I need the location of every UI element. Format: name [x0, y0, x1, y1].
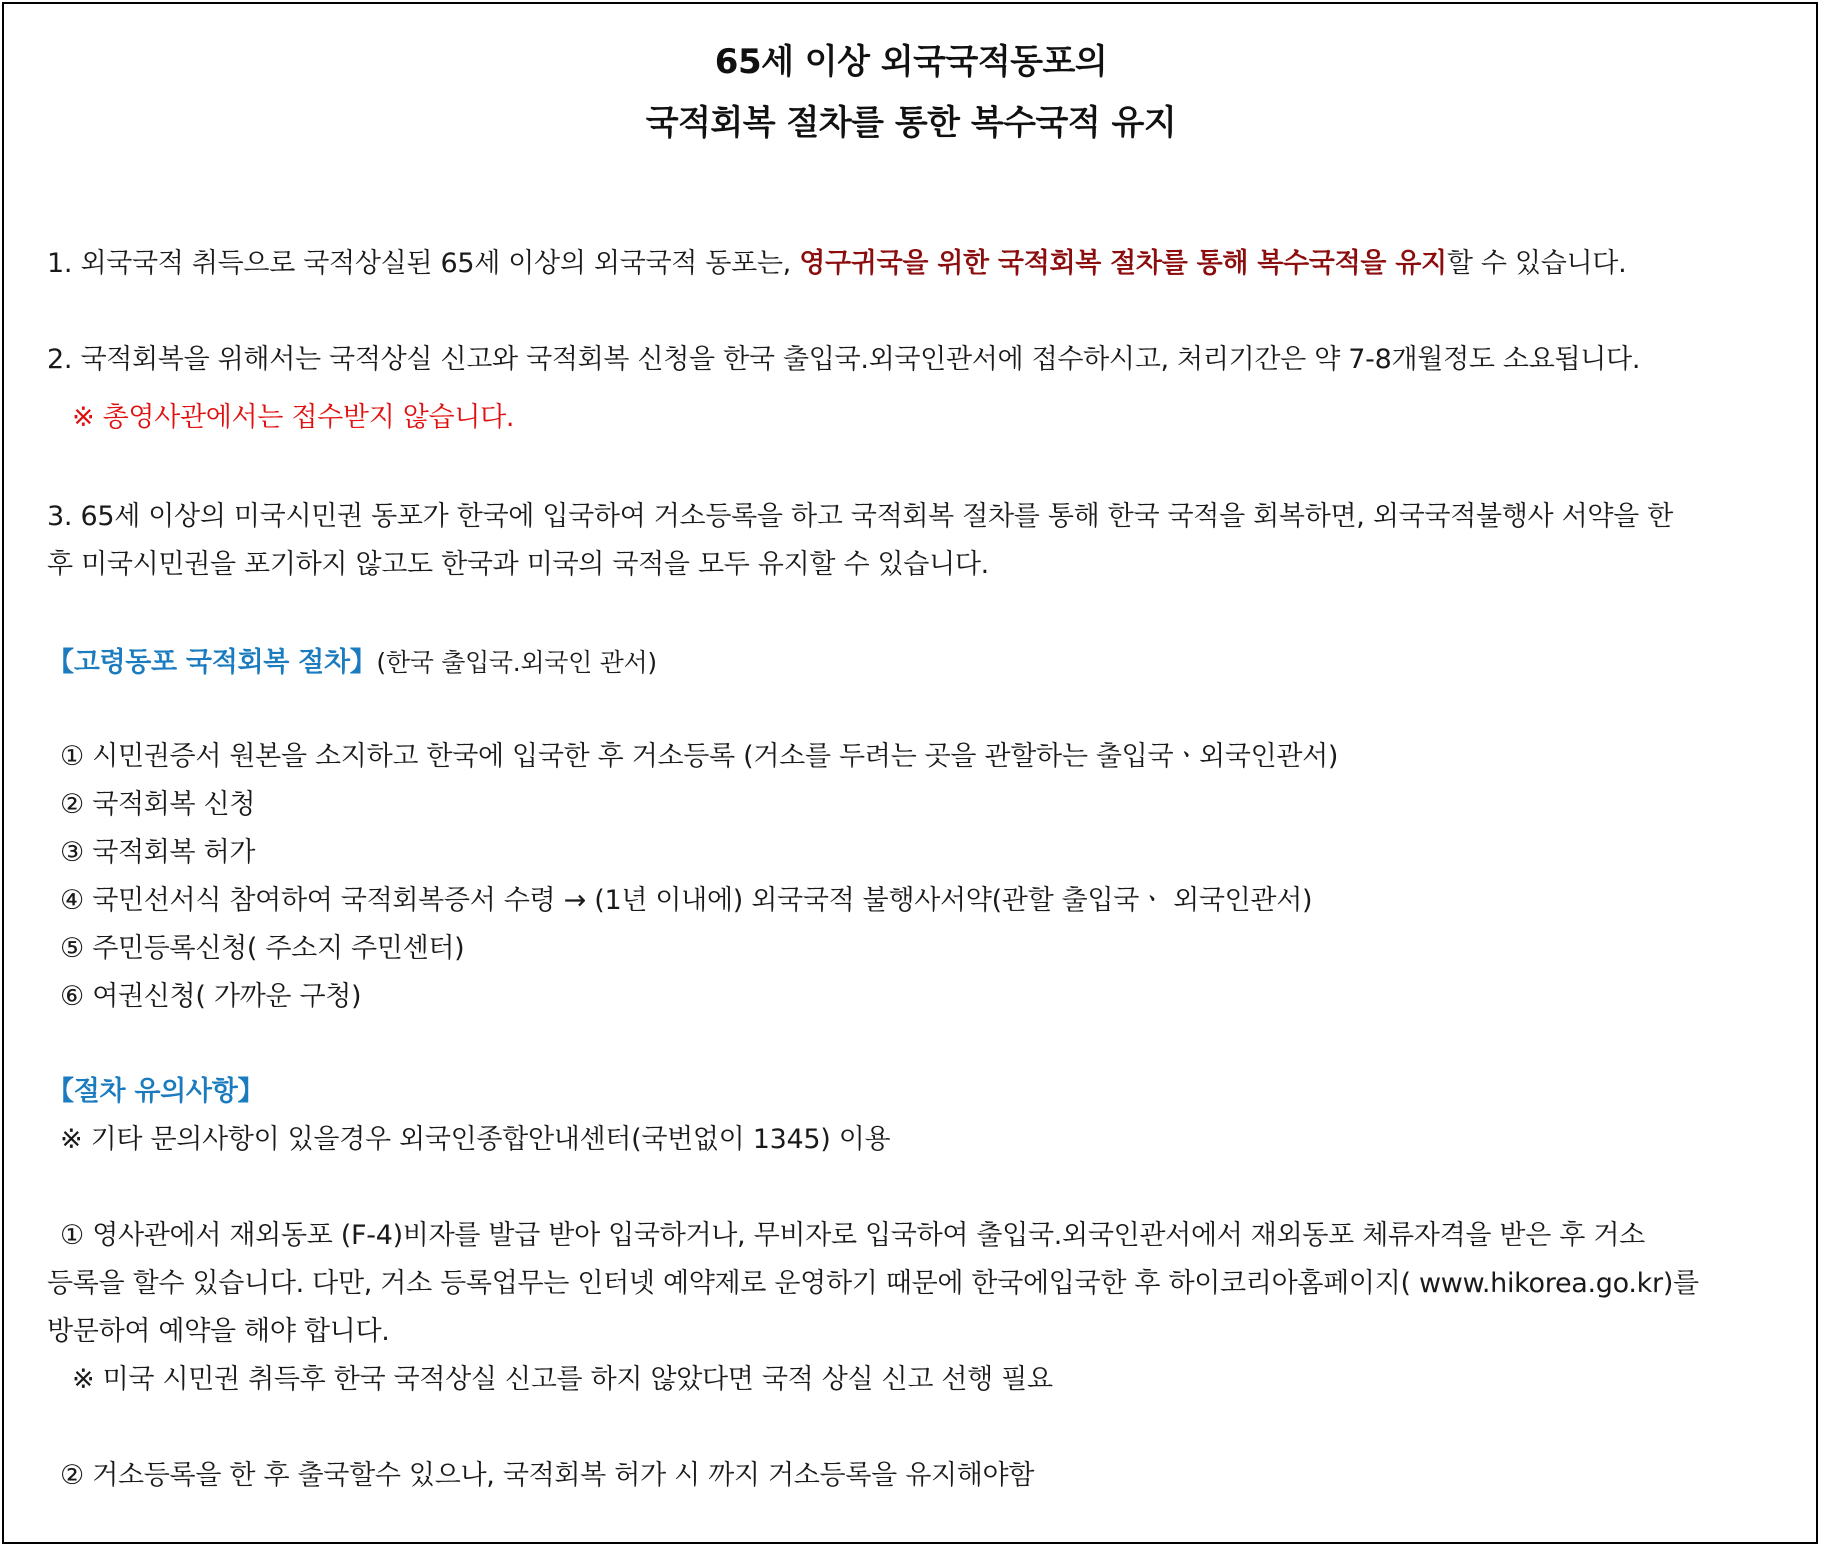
page-title-line1: 65세 이상 외국국적동포의: [714, 42, 1108, 82]
procedure-step-5: ⑤ 주민등록신청( 주소지 주민센터): [60, 933, 465, 964]
item2-paragraph: 2. 국적회복을 위해서는 국적상실 신고와 국적회복 신청을 한국 출입국.외국인관서에 접수하시고, 처리기간은 약 7-8개월정도 소요됩니다.: [47, 344, 1641, 375]
item1-suffix: 할 수 있습니다.: [1446, 248, 1627, 279]
note1-line2: 등록을 할수 있습니다. 다만, 거소 등록업무는 인터넷 예약제로 운영하기 때문에 한국에입국한 후 하이코리아홈페이지( www.hikorea.go.kr)를: [47, 1268, 1699, 1299]
item1-prefix: 1. 외국국적 취득으로 국적상실된 65세 이상의 외국국적 동포는,: [47, 248, 800, 279]
notes-contact: ※ 기타 문의사항이 있을경우 외국인종합안내센터(국번없이 1345) 이용: [60, 1124, 891, 1155]
item1-paragraph: [47, 247, 1626, 281]
procedure-step-6: ⑥ 여권신청( 가까운 구청): [60, 981, 362, 1012]
procedure-step-1: ① 시민권증서 원본을 소지하고 한국에 입국한 후 거소등록 (거소를 두려는 곳을 관할하는 출입국ㆍ외국인관서): [60, 741, 1339, 772]
note1-line1: ① 영사관에서 재외동포 (F-4)비자를 발급 받아 입국하거나, 무비자로 입국하여 출입국.외국인관서에서 재외동포 체류자격을 받은 후 거소: [60, 1220, 1645, 1251]
item3-line1: 3. 65세 이상의 미국시민권 동포가 한국에 입국하여 거소등록을 하고 국적회복 절차를 통해 한국 국적을 회복하면, 외국국적불행사 서약을 한: [47, 501, 1674, 532]
item2-consulate-note: ※ 총영사관에서는 접수받지 않습니다.: [72, 402, 515, 433]
note1-line3: 방문하여 예약을 해야 합니다.: [47, 1316, 390, 1347]
page-title-line2: 국적회복 절차를 통한 복수국적 유지: [645, 103, 1177, 143]
procedure-step-4: ④ 국민선서식 참여하여 국적회복증서 수령 → (1년 이내에) 외국국적 불행사서약(관할 출입국ㆍ 외국인관서): [60, 885, 1313, 916]
procedure-step-3: ③ 국적회복 허가: [60, 837, 256, 868]
procedure-step-2: ② 국적회복 신청: [60, 789, 256, 820]
notes-heading: 【절차 유의사항】: [47, 1076, 265, 1107]
note1-sub-note: ※ 미국 시민권 취득후 한국 국적상실 신고를 하지 않았다면 국적 상실 신고 선행 필요: [72, 1364, 1053, 1395]
note2: ② 거소등록을 한 후 출국할수 있으나, 국적회복 허가 시 까지 거소등록을 유지해야함: [60, 1460, 1035, 1491]
item3-line2: 후 미국시민권을 포기하지 않고도 한국과 미국의 국적을 모두 유지할 수 있습니다.: [47, 549, 989, 580]
procedure-subheading: (한국 출입국.외국인 관서): [376, 648, 657, 677]
procedure-heading: 【고령동포 국적회복 절차】: [47, 647, 377, 678]
procedure-heading-line: [47, 646, 657, 680]
item1-highlight: 영구귀국을 위한 국적회복 절차를 통해 복수국적을 유지: [799, 248, 1447, 279]
